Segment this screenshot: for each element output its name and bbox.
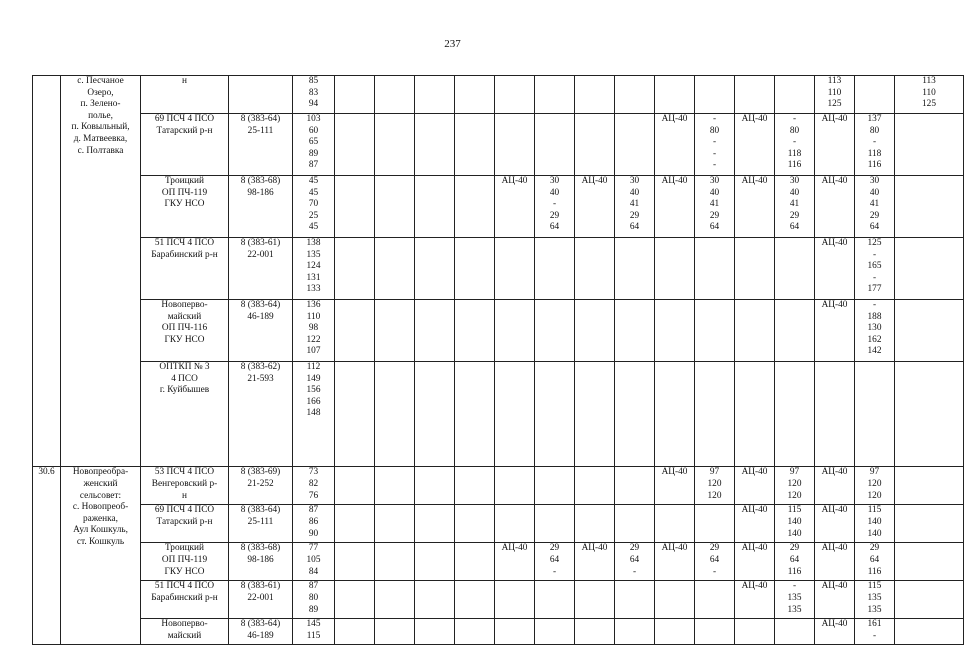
vehicle-type-cell [335,76,375,114]
arrival-time-cell [775,362,815,467]
arrival-time-cell [535,505,575,543]
arrival-time-cell [615,467,655,505]
phone-cell: 8 (383-68) 98-186 [229,543,293,581]
vehicle-type-cell [495,619,535,645]
resource-table [32,75,964,645]
arrival-time-cell [535,619,575,645]
vehicle-type-cell: АЦ-40 [815,619,855,645]
table-row [33,505,964,543]
arrival-time-cell [615,362,655,467]
vehicle-type-cell [415,543,455,581]
distance-cell: 103 60 65 89 87 [293,114,335,176]
vehicle-type-cell [495,505,535,543]
vehicle-type-cell: АЦ-40 [735,176,775,238]
distance-cell: 87 86 90 [293,505,335,543]
fire-unit-cell: н [141,76,229,114]
vehicle-type-cell [495,114,535,176]
arrival-time-cell: 29 64 116 [775,543,815,581]
arrival-time-cell: 115 140 140 [855,505,895,543]
vehicle-type-cell [575,581,615,619]
distance-cell: 85 83 94 [293,76,335,114]
arrival-time-cell: - 188 130 162 142 [855,300,895,362]
phone-cell: 8 (383-64) 46-189 [229,619,293,645]
arrival-time-cell [455,505,495,543]
arrival-time-cell [375,619,415,645]
arrival-time-cell [855,76,895,114]
arrival-time-cell [695,581,735,619]
arrival-time-cell [375,76,415,114]
vehicle-type-cell [895,543,964,581]
vehicle-type-cell [415,238,455,300]
vehicle-type-cell [895,176,964,238]
table-row [33,362,964,467]
vehicle-type-cell: АЦ-40 [815,581,855,619]
arrival-time-cell: 29 64 116 [855,543,895,581]
arrival-time-cell [775,76,815,114]
arrival-time-cell: 30 40 41 29 64 [615,176,655,238]
vehicle-type-cell: АЦ-40 [815,467,855,505]
table-row [33,114,964,176]
phone-cell: 8 (383-62) 21-593 [229,362,293,467]
distance-cell: 77 105 84 [293,543,335,581]
vehicle-type-cell: АЦ-40 [575,176,615,238]
vehicle-type-cell [495,362,535,467]
vehicle-type-cell [415,362,455,467]
phone-cell: 8 (383-64) 46-189 [229,300,293,362]
arrival-time-cell: 29 64 - [695,543,735,581]
arrival-time-cell [535,238,575,300]
vehicle-type-cell [895,581,964,619]
vehicle-type-cell [735,362,775,467]
phone-cell [229,76,293,114]
vehicle-type-cell [415,76,455,114]
vehicle-type-cell: 113 110 125 [815,76,855,114]
vehicle-type-cell [895,238,964,300]
fire-unit-cell: 53 ПСЧ 4 ПСО Венгеровский р- н [141,467,229,505]
fire-unit-cell: Троицкий ОП ПЧ-119 ГКУ НСО [141,176,229,238]
vehicle-type-cell [575,362,615,467]
vehicle-type-cell [415,176,455,238]
vehicle-type-cell [335,505,375,543]
distance-cell: 45 45 70 25 45 [293,176,335,238]
vehicle-type-cell: АЦ-40 [815,176,855,238]
vehicle-type-cell [575,467,615,505]
vehicle-type-cell: АЦ-40 [655,176,695,238]
table-row [33,543,964,581]
arrival-time-cell: - 135 135 [775,581,815,619]
arrival-time-cell: 97 120 120 [775,467,815,505]
vehicle-type-cell [735,76,775,114]
arrival-time-cell [855,362,895,467]
vehicle-type-cell: АЦ-40 [815,238,855,300]
vehicle-type-cell [495,76,535,114]
arrival-time-cell [535,300,575,362]
vehicle-type-cell [415,114,455,176]
vehicle-type-cell [575,505,615,543]
arrival-time-cell: 30 40 - 29 64 [535,176,575,238]
arrival-time-cell [535,362,575,467]
arrival-time-cell [455,238,495,300]
vehicle-type-cell [335,543,375,581]
vehicle-type-cell [415,581,455,619]
arrival-time-cell: 30 40 41 29 64 [775,176,815,238]
arrival-time-cell [535,114,575,176]
arrival-time-cell [695,76,735,114]
vehicle-type-cell [575,619,615,645]
arrival-time-cell [535,467,575,505]
vehicle-type-cell: АЦ-40 [575,543,615,581]
arrival-time-cell: 137 80 - 118 116 [855,114,895,176]
arrival-time-cell [375,362,415,467]
arrival-time-cell [695,362,735,467]
table-row [33,300,964,362]
vehicle-type-cell: АЦ-40 [655,467,695,505]
vehicle-type-cell: 113 110 125 [895,76,964,114]
vehicle-type-cell [575,114,615,176]
phone-cell: 8 (383-61) 22-001 [229,238,293,300]
vehicle-type-cell: АЦ-40 [495,543,535,581]
table-row [33,619,964,645]
vehicle-type-cell [415,619,455,645]
vehicle-type-cell [495,581,535,619]
vehicle-type-cell [655,619,695,645]
vehicle-type-cell: АЦ-40 [655,114,695,176]
arrival-time-cell: 161 - [855,619,895,645]
vehicle-type-cell [655,76,695,114]
arrival-time-cell [615,619,655,645]
vehicle-type-cell [895,114,964,176]
phone-cell: 8 (383-61) 22-001 [229,581,293,619]
vehicle-type-cell [655,300,695,362]
distance-cell: 87 80 89 [293,581,335,619]
vehicle-type-cell: АЦ-40 [815,114,855,176]
table-body [33,76,964,645]
vehicle-type-cell: АЦ-40 [815,300,855,362]
phone-cell: 8 (383-68) 98-186 [229,176,293,238]
table-row [33,238,964,300]
vehicle-type-cell [575,238,615,300]
arrival-time-cell [375,114,415,176]
arrival-time-cell [375,300,415,362]
arrival-time-cell [455,176,495,238]
arrival-time-cell: 30 40 41 29 64 [855,176,895,238]
arrival-time-cell [615,505,655,543]
vehicle-type-cell [655,505,695,543]
arrival-time-cell [455,581,495,619]
table-row [33,581,964,619]
arrival-time-cell: 29 64 - [615,543,655,581]
vehicle-type-cell [735,619,775,645]
vehicle-type-cell [495,467,535,505]
fire-unit-cell: ОПТКП № 3 4 ПСО г. Куйбышев [141,362,229,467]
vehicle-type-cell [575,76,615,114]
arrival-time-cell [775,300,815,362]
fire-unit-cell: 69 ПСЧ 4 ПСО Татарский р-н [141,505,229,543]
arrival-time-cell [615,114,655,176]
arrival-time-cell [455,362,495,467]
arrival-time-cell: 115 135 135 [855,581,895,619]
phone-cell: 8 (383-64) 25-111 [229,505,293,543]
vehicle-type-cell: АЦ-40 [735,114,775,176]
vehicle-type-cell [815,362,855,467]
vehicle-type-cell [895,362,964,467]
arrival-time-cell: - 80 - - - [695,114,735,176]
table-row [33,76,964,114]
arrival-time-cell: 29 64 - [535,543,575,581]
arrival-time-cell: 125 - 165 - 177 [855,238,895,300]
table-row [33,467,964,505]
fire-unit-cell: 51 ПСЧ 4 ПСО Барабинский р-н [141,581,229,619]
vehicle-type-cell [335,467,375,505]
arrival-time-cell [455,76,495,114]
vehicle-type-cell [575,300,615,362]
vehicle-type-cell [895,467,964,505]
vehicle-type-cell [335,581,375,619]
vehicle-type-cell: АЦ-40 [815,543,855,581]
vehicle-type-cell [415,467,455,505]
arrival-time-cell [615,581,655,619]
vehicle-type-cell [495,238,535,300]
row-number-cell [33,76,61,467]
phone-cell: 8 (383-69) 21-252 [229,467,293,505]
settlement-cell: с. Песчаное Озеро, п. Зелено- полье, п. Ковыльный, д. Матвеевка, с. Полтавка [61,76,141,467]
arrival-time-cell [695,300,735,362]
table-row [33,176,964,238]
arrival-time-cell [695,619,735,645]
vehicle-type-cell [895,619,964,645]
arrival-time-cell [455,543,495,581]
vehicle-type-cell [735,300,775,362]
arrival-time-cell [535,581,575,619]
vehicle-type-cell [495,300,535,362]
vehicle-type-cell: АЦ-40 [495,176,535,238]
arrival-time-cell [375,238,415,300]
vehicle-type-cell [655,362,695,467]
page-number: 237 [444,38,461,50]
vehicle-type-cell [335,114,375,176]
arrival-time-cell [375,467,415,505]
vehicle-type-cell [735,238,775,300]
distance-cell: 136 110 98 122 107 [293,300,335,362]
arrival-time-cell [375,505,415,543]
distance-cell: 138 135 124 131 133 [293,238,335,300]
arrival-time-cell [615,76,655,114]
vehicle-type-cell [415,505,455,543]
arrival-time-cell [695,505,735,543]
vehicle-type-cell [415,300,455,362]
vehicle-type-cell [895,300,964,362]
vehicle-type-cell [335,362,375,467]
vehicle-type-cell: АЦ-40 [735,581,775,619]
vehicle-type-cell [655,581,695,619]
vehicle-type-cell [335,300,375,362]
arrival-time-cell [695,238,735,300]
vehicle-type-cell: АЦ-40 [735,505,775,543]
arrival-time-cell [375,543,415,581]
distance-cell: 145 115 [293,619,335,645]
arrival-time-cell [455,619,495,645]
arrival-time-cell [455,467,495,505]
vehicle-type-cell [895,505,964,543]
distance-cell: 112 149 156 166 148 [293,362,335,467]
distance-cell: 73 82 76 [293,467,335,505]
arrival-time-cell [535,76,575,114]
arrival-time-cell [455,300,495,362]
arrival-time-cell: - 80 - 118 116 [775,114,815,176]
fire-unit-cell: Троицкий ОП ПЧ-119 ГКУ НСО [141,543,229,581]
vehicle-type-cell [335,176,375,238]
arrival-time-cell [375,581,415,619]
arrival-time-cell [775,238,815,300]
vehicle-type-cell: АЦ-40 [735,543,775,581]
vehicle-type-cell: АЦ-40 [735,467,775,505]
fire-unit-cell: 69 ПСЧ 4 ПСО Татарский р-н [141,114,229,176]
vehicle-type-cell: АЦ-40 [815,505,855,543]
arrival-time-cell: 30 40 41 29 64 [695,176,735,238]
fire-unit-cell: Новоперво- майский [141,619,229,645]
arrival-time-cell [375,176,415,238]
fire-unit-cell: Новоперво- майский ОП ПЧ-116 ГКУ НСО [141,300,229,362]
row-number-cell: 30.6 [33,467,61,645]
arrival-time-cell: 97 120 120 [855,467,895,505]
arrival-time-cell [775,619,815,645]
phone-cell: 8 (383-64) 25-111 [229,114,293,176]
arrival-time-cell [615,300,655,362]
settlement-cell: Новопреобра- женский сельсовет: с. Новопреоб- раженка, Аул Кошкуль, ст. Кошкуль [61,467,141,645]
arrival-time-cell [455,114,495,176]
vehicle-type-cell [335,238,375,300]
vehicle-type-cell [335,619,375,645]
arrival-time-cell: 97 120 120 [695,467,735,505]
vehicle-type-cell [655,238,695,300]
arrival-time-cell [615,238,655,300]
arrival-time-cell: 115 140 140 [775,505,815,543]
vehicle-type-cell: АЦ-40 [655,543,695,581]
fire-unit-cell: 51 ПСЧ 4 ПСО Барабинский р-н [141,238,229,300]
